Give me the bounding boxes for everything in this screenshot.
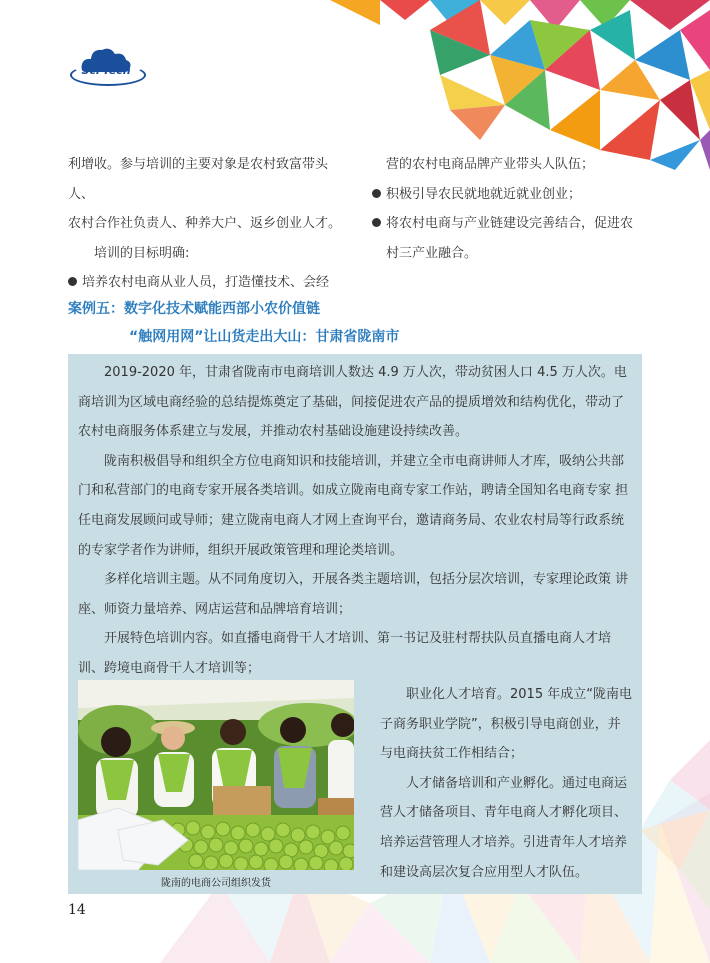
paragraph: 2019-2020 年，甘肃省陇南市电商培训人数达 4.9 万人次，带动贫困人口 4.5 万人次。电商培训为区域电商经验的总结提炼奠定了基础，间接促进农产品的提质增效和结构优化，带动了农村电商服务体系建立与发展，并推动农村基础设施建设持续改善。 xyxy=(78,365,627,440)
case-study-box xyxy=(68,354,642,894)
case-subheading: “触网用网”让山货走出大山：甘肃省陇南市 xyxy=(129,329,400,345)
paragraph: 多样化培训主题。从不同角度切入，开展各类主题培训，包括分层次培训，专家理论政策 讲座、师资力量培养、网店运营和品牌培育培训； xyxy=(78,572,629,617)
case-study-right-text xyxy=(380,680,632,887)
text-line: 农村合作社负责人、种养大户、返乡创业人才。 xyxy=(68,216,342,231)
photo-illustration xyxy=(78,680,354,870)
page-number: 14 xyxy=(68,902,86,918)
sci-tech-logo xyxy=(66,46,146,90)
paragraph: 陇南积极倡导和组织全方位电商知识和技能培训，并建立全市电商讲师人才库，吸纳公共部门和私营部门的电商专家开展各类培训。如成立陇南电商专家工作站，聘请全国知名电商专家 担任电商发展顾问或导师；建立陇南电商人才网上查询平台，邀请商务局、农业农村局等行政系统的专家学者作为讲师，组织开展政策管理和理论类培训。 xyxy=(78,453,629,558)
photo-workers-packing-fruit xyxy=(78,680,354,870)
text-line: 营的农村电商品牌产业带头人队伍； xyxy=(386,157,595,172)
case-heading: 案例五：数字化技术赋能西部小农价值链 xyxy=(68,301,320,317)
text-line: 利增收。参与培训的主要对象是农村致富带头人、 xyxy=(68,157,329,202)
bullet-item xyxy=(68,268,350,298)
paragraph: 职业化人才培育。2015 年成立“陇南电子商务职业学院”，积极引导电商创业，并与电商扶贫工作相结合； xyxy=(380,687,632,762)
bullet-item xyxy=(372,209,652,239)
decorative-triangle-pattern xyxy=(330,0,710,170)
bullet-text: 培养农村电商从业人员，打造懂技术、会经 xyxy=(82,275,330,290)
logo-text: Sci-Tech xyxy=(81,64,131,77)
case-study-text xyxy=(78,358,634,684)
right-text-column xyxy=(372,150,652,268)
paragraph: 人才储备培训和产业孵化。通过电商运营人才储备项目、青年电商人才孵化项目、培养运营管理人才培养。引进青年人才培养和建设高层次复合应用型人才队伍。 xyxy=(380,775,628,880)
left-text-column xyxy=(68,150,350,298)
bullet-item xyxy=(372,180,652,210)
paragraph: 开展特色培训内容。如直播电商骨干人才培训、第一书记及驻村帮扶队员直播电商人才培训、跨境电商骨干人才培训等； xyxy=(78,631,612,676)
decorative-side-triangles xyxy=(640,740,710,910)
photo-caption: 陇南的电商公司组织发货 xyxy=(161,878,271,889)
text-line: 村三产业融合。 xyxy=(386,245,478,261)
bullet-text: 积极引导农民就地就近就业创业； xyxy=(386,186,582,202)
bullet-text: 将农村电商与产业链建设完善结合，促进农 xyxy=(386,216,634,231)
text-line: 培训的目标明确: xyxy=(94,245,190,261)
